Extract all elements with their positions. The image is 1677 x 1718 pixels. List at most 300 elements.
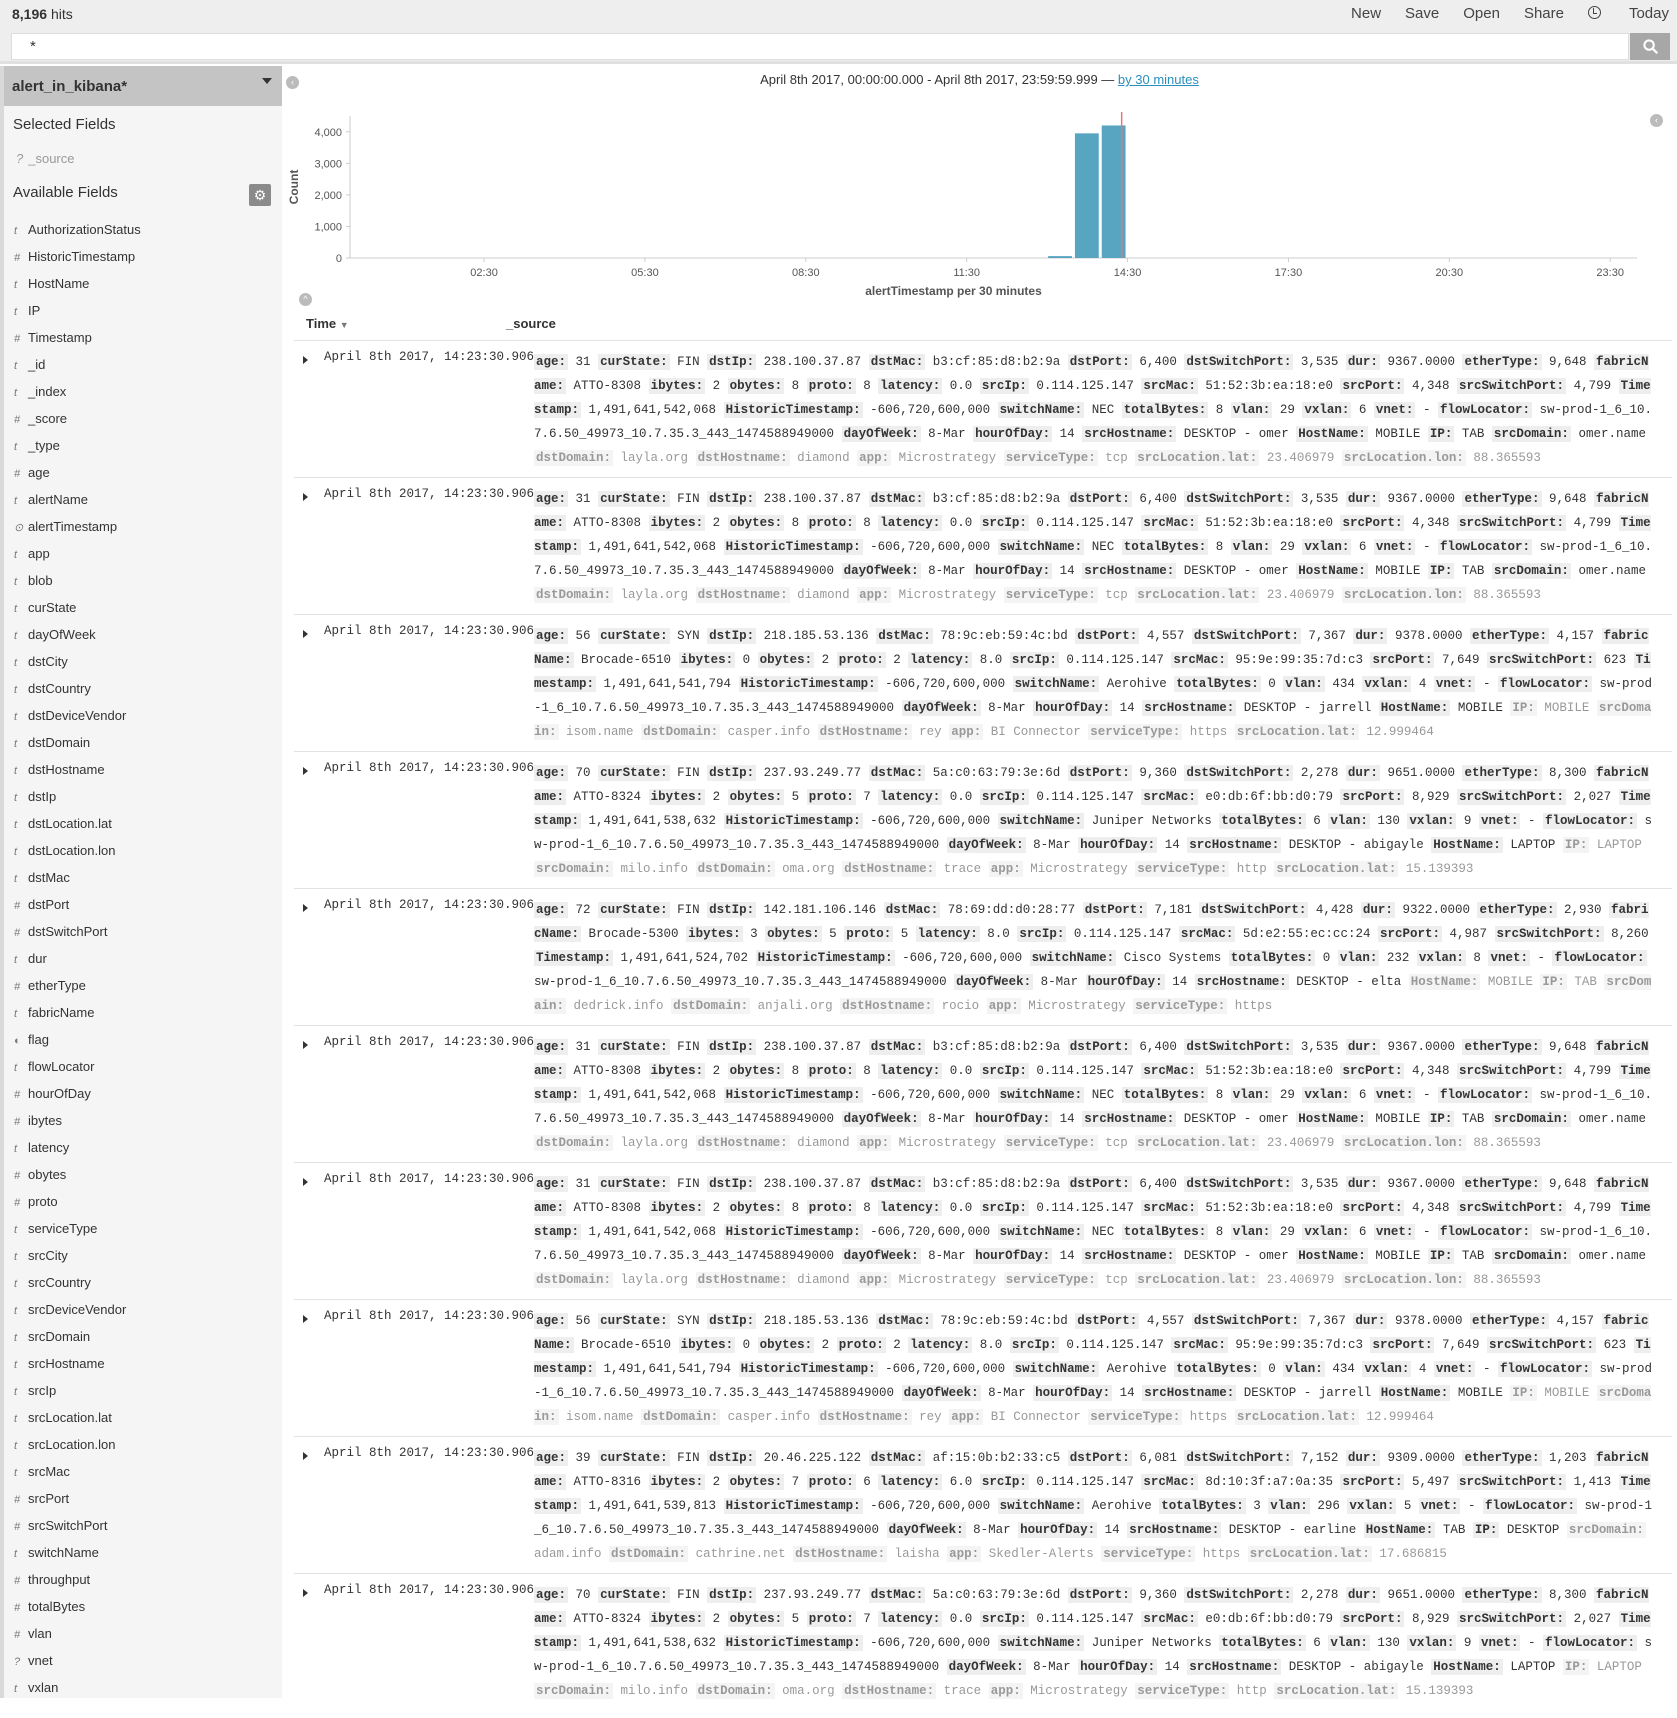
source-key: curState: <box>600 1314 668 1328</box>
source-value: 7,367 <box>1308 1314 1346 1328</box>
source-value: FIN <box>677 355 700 369</box>
field-item[interactable] <box>14 1539 141 1566</box>
source-value: 8 <box>791 379 800 393</box>
source-value: 5,497 <box>1412 1475 1450 1489</box>
source-value: 6,400 <box>1139 492 1177 506</box>
field-item[interactable] <box>14 864 141 891</box>
source-value: 20.46.225.122 <box>763 1451 862 1465</box>
field-item[interactable] <box>14 1188 141 1215</box>
field-item[interactable] <box>14 729 141 756</box>
source-value: 142.181.106.146 <box>763 903 877 917</box>
source-value: 8 <box>1473 951 1481 965</box>
field-item[interactable] <box>14 486 141 513</box>
expand-row-icon[interactable] <box>303 356 308 364</box>
row-source <box>534 1309 1654 1427</box>
source-value: 6 <box>1313 814 1321 828</box>
source-value: 78:9c:eb:59:4c:bd <box>940 629 1068 643</box>
source-key: dur: <box>1362 903 1393 917</box>
source-value: 3,535 <box>1300 1177 1339 1191</box>
row-timestamp: April 8th 2017, 14:23:30.906 <box>324 1035 535 1049</box>
hits-label: hits <box>50 6 73 22</box>
source-key: srcSwitchPort: <box>1459 1064 1565 1078</box>
source-key: dayOfWeek: <box>948 838 1024 852</box>
field-item[interactable] <box>14 1593 141 1620</box>
time-range-label <box>282 72 1677 87</box>
source-key: IP: <box>1429 1112 1453 1126</box>
source-value: 14 <box>1119 701 1135 715</box>
source-key: vnet: <box>1375 1088 1414 1102</box>
source-value: Microstrategy <box>898 1273 997 1287</box>
search-button[interactable] <box>1630 33 1670 60</box>
field-type-icon: # <box>14 1575 21 1587</box>
field-item[interactable] <box>14 216 141 243</box>
source-value: 0.114.125.147 <box>1036 1612 1134 1626</box>
field-item[interactable] <box>14 972 141 999</box>
field-item[interactable] <box>14 324 141 351</box>
source-key: totalBytes: <box>1221 1636 1304 1650</box>
table-row[interactable] <box>294 1025 1672 1162</box>
field-item[interactable] <box>14 1404 141 1431</box>
source-key: srcMac: <box>1143 1475 1196 1489</box>
selected-fields-title: Selected Fields <box>13 116 116 133</box>
source-key: srcLocation.lat: <box>1276 862 1397 876</box>
source-value: 8 <box>863 379 871 393</box>
source-key: srcMac: <box>1143 1201 1196 1215</box>
source-value: 5 <box>900 927 909 941</box>
source-value: omer.name <box>1578 1112 1646 1126</box>
source-key: dstDomain: <box>611 1547 687 1561</box>
source-value: casper.info <box>727 725 811 739</box>
source-key: HostName: <box>1433 838 1501 852</box>
source-key: age: <box>536 492 567 506</box>
source-key: flowLocator: <box>1544 814 1635 828</box>
source-key: dstHostname: <box>819 725 910 739</box>
field-item[interactable] <box>14 675 141 702</box>
field-item[interactable] <box>14 1485 141 1512</box>
row-timestamp: April 8th 2017, 14:23:30.906 <box>324 1583 535 1597</box>
field-name: dayOfWeek <box>28 627 96 642</box>
field-item[interactable] <box>14 783 141 810</box>
table-row[interactable] <box>294 1573 1672 1710</box>
source-key: totalBytes: <box>1176 1362 1259 1376</box>
field-item[interactable] <box>14 1377 141 1404</box>
source-key: srcMac: <box>1180 927 1234 941</box>
source-value: 4 <box>1418 677 1427 691</box>
source-key: Timestamp: <box>534 1612 1651 1650</box>
source-key: dstIp: <box>709 629 755 643</box>
expand-row-icon[interactable] <box>303 630 308 638</box>
field-type-icon: t <box>14 1062 18 1074</box>
source-key: ibytes: <box>650 1475 704 1489</box>
field-type-icon: # <box>14 468 21 480</box>
source-value: 8-Mar <box>988 1386 1026 1400</box>
field-item[interactable] <box>14 351 141 378</box>
field-item[interactable] <box>14 1566 141 1593</box>
table-row[interactable] <box>294 1162 1672 1299</box>
source-key: srcLocation.lat: <box>1236 725 1357 739</box>
table-row[interactable] <box>294 340 1672 477</box>
field-item[interactable] <box>14 1296 141 1323</box>
field-item[interactable] <box>14 1674 141 1698</box>
field-item[interactable] <box>14 1215 141 1242</box>
collapse-sidebar-icon[interactable]: ‹ <box>286 76 299 89</box>
source-value: -606,720,600,000 <box>870 814 991 828</box>
field-name: dstPort <box>28 897 70 912</box>
source-value: 51:52:3b:ea:18:e0 <box>1205 1064 1333 1078</box>
share-button[interactable]: Share <box>1523 5 1564 22</box>
source-value: e0:db:6f:bb:d0:79 <box>1205 1612 1333 1626</box>
source-value: 8,260 <box>1611 927 1649 941</box>
source-key: HostName: <box>1298 1112 1366 1126</box>
source-key: hourOfDay: <box>975 564 1051 578</box>
field-type-icon: t <box>14 630 18 642</box>
source-value: sw-prod-1_6_10.7.6.50_49973_10.7.35.3_443_1474588949000 <box>534 403 1653 441</box>
field-item[interactable] <box>14 405 141 432</box>
expand-row-icon[interactable] <box>303 767 308 775</box>
source-value: -606,720,600,000 <box>870 1225 991 1239</box>
source-value: 3,535 <box>1300 1040 1339 1054</box>
source-key: HostName: <box>1433 1660 1501 1674</box>
field-item[interactable] <box>14 918 141 945</box>
search-input[interactable] <box>11 33 1629 60</box>
table-row[interactable] <box>294 888 1672 1025</box>
field-type-icon: # <box>14 1494 21 1506</box>
source-value: trace <box>943 1684 982 1698</box>
source-key: fabricName: <box>534 903 1649 941</box>
source-value: 8,929 <box>1412 1612 1450 1626</box>
field-item[interactable] <box>14 1269 141 1296</box>
source-value: DESKTOP - jarrell <box>1243 1386 1372 1400</box>
source-key: srcSwitchPort: <box>1459 379 1565 393</box>
field-item[interactable] <box>14 243 141 270</box>
row-timestamp: April 8th 2017, 14:23:30.906 <box>324 350 535 364</box>
expand-row-icon[interactable] <box>303 1315 308 1323</box>
field-name: dstSwitchPort <box>28 924 108 939</box>
source-key: srcDomain: <box>1493 1249 1569 1263</box>
field-item[interactable] <box>14 1350 141 1377</box>
source-key: fabricName: <box>534 1314 1649 1352</box>
field-type-icon: t <box>14 495 18 507</box>
source-value: Brocade-5300 <box>588 927 679 941</box>
field-type-icon: ⊙ <box>14 522 24 534</box>
source-key: etherType: <box>1464 1451 1540 1465</box>
source-key: dstPort: <box>1077 1314 1138 1328</box>
table-row[interactable] <box>294 477 1672 614</box>
source-value: https <box>1189 1410 1228 1424</box>
table-row[interactable] <box>294 751 1672 888</box>
table-row[interactable] <box>294 614 1672 751</box>
source-key: HistoricTimestamp: <box>725 1088 861 1102</box>
source-key: HostName: <box>1410 975 1479 989</box>
source-value: sw-prod-1_6_10.7.6.50_49973_10.7.35.3_443_1474588949000 <box>534 975 947 989</box>
source-value: 9,648 <box>1549 355 1587 369</box>
source-key: srcIp: <box>981 1475 1027 1489</box>
source-key: HostName: <box>1298 1249 1366 1263</box>
source-key: etherType: <box>1464 1588 1540 1602</box>
source-key: IP: <box>1429 564 1453 578</box>
field-item[interactable] <box>14 297 141 324</box>
source-key: vlan: <box>1285 1362 1323 1376</box>
index-pattern-selector[interactable] <box>4 66 282 106</box>
field-name: vlan <box>28 1626 52 1641</box>
field-name: IP <box>28 303 41 318</box>
source-value: 88.365593 <box>1473 588 1541 602</box>
field-item[interactable] <box>14 594 141 621</box>
field-item[interactable] <box>14 756 141 783</box>
source-key: srcIp: <box>1011 653 1057 667</box>
source-value: 72 <box>575 903 591 917</box>
open-button[interactable]: Open <box>1463 5 1500 22</box>
source-value: 4,799 <box>1573 516 1612 530</box>
source-key: srcDomain: <box>1493 564 1569 578</box>
source-key: hourOfDay: <box>975 1249 1051 1263</box>
source-value: 9 <box>1463 814 1472 828</box>
caret-down-icon <box>262 78 272 84</box>
source-value: sw-prod-1_6_10.7.6.50_49973_10.7.35.3_443_1474588949000 <box>534 814 1653 852</box>
source-value: 1,491,641,538,632 <box>588 814 717 828</box>
source-value: DESKTOP <box>1506 1523 1560 1537</box>
source-value: 237.93.249.77 <box>763 766 862 780</box>
collapse-chart-icon[interactable]: ^ <box>299 293 312 306</box>
field-type-icon: t <box>14 1251 18 1263</box>
field-item[interactable] <box>14 999 141 1026</box>
source-key: dstDomain: <box>643 1410 719 1424</box>
source-key: ibytes: <box>650 516 704 530</box>
field-item[interactable] <box>14 1620 141 1647</box>
source-value: 130 <box>1377 814 1400 828</box>
field-item[interactable] <box>14 1107 141 1134</box>
source-key: dstSwitchPort: <box>1193 629 1299 643</box>
source-key: serviceType: <box>1090 725 1181 739</box>
row-source <box>534 350 1654 468</box>
source-key: HistoricTimestamp: <box>725 1225 861 1239</box>
source-key: HostName: <box>1365 1523 1434 1537</box>
source-value: 8-Mar <box>988 701 1026 715</box>
source-key: IP: <box>1512 701 1535 715</box>
y-tick-label: 3,000 <box>314 158 342 171</box>
field-item[interactable] <box>14 567 141 594</box>
source-value: Microstrategy <box>898 1136 997 1150</box>
field-item[interactable] <box>14 945 141 972</box>
field-item[interactable] <box>14 513 141 540</box>
source-value: 29 <box>1279 1225 1295 1239</box>
source-key: age: <box>536 355 567 369</box>
source-value: e0:db:6f:bb:d0:79 <box>1205 790 1333 804</box>
field-item[interactable] <box>14 378 141 405</box>
source-value: DESKTOP - jarrell <box>1243 701 1372 715</box>
source-key: fabricName: <box>534 1177 1649 1215</box>
time-column-header[interactable]: Time ▼ <box>306 316 349 331</box>
expand-row-icon[interactable] <box>303 1041 308 1049</box>
save-button[interactable]: Save <box>1405 5 1440 22</box>
source-key: fabricName: <box>534 1040 1649 1078</box>
source-key: dstIp: <box>709 355 755 369</box>
field-item[interactable] <box>14 1431 141 1458</box>
source-value: 8 <box>1215 403 1224 417</box>
chart-toggle-icon[interactable]: ‹ <box>1650 114 1663 127</box>
source-value: 5d:e2:55:ec:cc:24 <box>1242 927 1371 941</box>
row-timestamp: April 8th 2017, 14:23:30.906 <box>324 1309 535 1323</box>
field-item[interactable] <box>14 1242 141 1269</box>
source-value: ATTO-8308 <box>573 516 642 530</box>
source-key: vlan: <box>1232 540 1271 554</box>
source-key: ibytes: <box>650 1064 704 1078</box>
source-value: 2,930 <box>1564 903 1602 917</box>
source-value: b3:cf:85:d8:b2:9a <box>932 355 1061 369</box>
field-type-icon: t <box>14 1548 18 1560</box>
available-fields-list <box>14 216 141 1698</box>
source-value: BI Connector <box>990 1410 1081 1424</box>
source-key: ibytes: <box>650 379 704 393</box>
source-key: srcSwitchPort: <box>1489 1338 1595 1352</box>
field-item[interactable] <box>14 648 141 675</box>
source-key: totalBytes: <box>1123 1225 1207 1239</box>
table-row[interactable] <box>294 1436 1672 1573</box>
row-source <box>534 487 1654 605</box>
source-key: vxlan: <box>1304 1088 1350 1102</box>
source-key: dstHostname: <box>697 588 788 602</box>
selected-field-source[interactable]: ? _source <box>16 151 75 166</box>
source-key: vxlan: <box>1409 814 1455 828</box>
source-key: age: <box>536 1451 567 1465</box>
expand-row-icon[interactable] <box>303 1178 308 1186</box>
row-timestamp: April 8th 2017, 14:23:30.906 <box>324 1172 535 1186</box>
source-value: -606,720,600,000 <box>870 1636 991 1650</box>
source-value: 8 <box>791 516 800 530</box>
source-value: 9322.0000 <box>1402 903 1470 917</box>
source-key: dstPort: <box>1084 903 1145 917</box>
x-tick-label: 23:30 <box>1596 267 1624 279</box>
source-key: serviceType: <box>1103 1547 1194 1561</box>
source-key: app: <box>859 588 890 602</box>
source-value: 95:9e:99:35:7d:c3 <box>1235 1338 1363 1352</box>
field-item[interactable] <box>14 270 141 297</box>
expand-row-icon[interactable] <box>303 493 308 501</box>
field-item[interactable] <box>14 1512 141 1539</box>
source-value: FIN <box>677 1588 700 1602</box>
source-value: trace <box>943 862 982 876</box>
field-item[interactable] <box>14 1161 141 1188</box>
field-type-icon: t <box>14 1386 18 1398</box>
source-value: DESKTOP - abigayle <box>1288 838 1424 852</box>
interval-link[interactable]: by 30 minutes <box>1117 72 1199 87</box>
field-item[interactable] <box>14 891 141 918</box>
field-name: _type <box>28 438 60 453</box>
source-value: 78:69:dd:d0:28:77 <box>947 903 1076 917</box>
source-key: dstHostname: <box>697 1136 788 1150</box>
source-value: 0.0 <box>949 379 973 393</box>
field-name: obytes <box>28 1167 67 1182</box>
field-name: latency <box>28 1140 70 1155</box>
source-key: vxlan: <box>1364 1362 1410 1376</box>
source-value: ATTO-8316 <box>573 1475 642 1489</box>
field-name: flag <box>28 1032 49 1047</box>
field-type-icon: # <box>14 414 21 426</box>
source-value: 9651.0000 <box>1387 1588 1455 1602</box>
source-value: TAB <box>1461 1112 1485 1126</box>
source-value: oma.org <box>782 1684 835 1698</box>
source-key: HistoricTimestamp: <box>740 677 876 691</box>
source-key: curState: <box>600 1451 668 1465</box>
source-value: 6 <box>863 1475 871 1489</box>
table-row[interactable] <box>294 1299 1672 1436</box>
source-key: srcIp: <box>981 1612 1027 1626</box>
field-item[interactable] <box>14 1323 141 1350</box>
source-value: 9,648 <box>1549 1040 1587 1054</box>
source-value: ATTO-8308 <box>573 1064 642 1078</box>
source-value: 2 <box>821 1338 830 1352</box>
field-name: srcMac <box>28 1464 70 1479</box>
field-item[interactable] <box>14 459 141 486</box>
field-type-icon: t <box>14 792 18 804</box>
source-key: srcHostname: <box>1129 1523 1220 1537</box>
field-type-icon: t <box>14 1413 18 1425</box>
field-name: vxlan <box>28 1680 59 1695</box>
expand-row-icon[interactable] <box>303 904 308 912</box>
field-settings-button[interactable] <box>249 184 271 206</box>
source-value: 5a:c0:63:79:3e:6d <box>932 1588 1061 1602</box>
source-value: 8 <box>791 1201 800 1215</box>
field-item[interactable] <box>14 1026 141 1053</box>
field-item[interactable] <box>14 1053 141 1080</box>
field-item[interactable] <box>14 540 141 567</box>
field-item[interactable] <box>14 1647 141 1674</box>
source-key: dstHostname: <box>697 1273 788 1287</box>
field-item[interactable] <box>14 837 141 864</box>
source-value: 232 <box>1386 951 1410 965</box>
source-key: dstIp: <box>709 1451 755 1465</box>
time-picker-button[interactable] <box>1588 5 1669 22</box>
source-key: fabricName: <box>534 355 1649 393</box>
source-value: MOBILE <box>1375 564 1421 578</box>
field-item[interactable] <box>14 1134 141 1161</box>
source-key: dstDomain: <box>697 1684 773 1698</box>
source-value: https <box>1202 1547 1241 1561</box>
field-name: fabricName <box>28 1005 95 1020</box>
field-item[interactable] <box>14 1080 141 1107</box>
field-name: srcIp <box>28 1383 57 1398</box>
source-key: flowLocator: <box>1544 1636 1635 1650</box>
source-key: dayOfWeek: <box>903 701 979 715</box>
field-type-icon: t <box>14 441 18 453</box>
source-key: dstDomain: <box>536 588 612 602</box>
field-item[interactable] <box>14 432 141 459</box>
expand-row-icon[interactable] <box>303 1452 308 1460</box>
sort-down-icon[interactable]: ▼ <box>339 320 349 330</box>
source-key: vxlan: <box>1349 1499 1395 1513</box>
field-item[interactable] <box>14 810 141 837</box>
source-key: dayOfWeek: <box>843 1112 919 1126</box>
field-type-icon: t <box>14 1008 18 1020</box>
expand-row-icon[interactable] <box>303 1589 308 1597</box>
source-key: dstPort: <box>1069 1588 1130 1602</box>
source-value: casper.info <box>727 1410 811 1424</box>
source-value: 14 <box>1059 564 1075 578</box>
field-item[interactable] <box>14 1458 141 1485</box>
source-key: switchName: <box>999 1225 1083 1239</box>
source-value: 51:52:3b:ea:18:e0 <box>1205 379 1333 393</box>
field-item[interactable] <box>14 702 141 729</box>
source-key: srcLocation.lon: <box>1343 1136 1464 1150</box>
new-button[interactable]: New <box>1351 5 1382 22</box>
source-key: latency: <box>910 653 971 667</box>
source-value: 4,799 <box>1573 379 1612 393</box>
source-value: 17.686815 <box>1379 1547 1447 1561</box>
field-item[interactable] <box>14 621 141 648</box>
source-key: srcLocation.lon: <box>1343 588 1464 602</box>
source-value: 9367.0000 <box>1387 1177 1455 1191</box>
source-key: flowLocator: <box>1439 403 1530 417</box>
